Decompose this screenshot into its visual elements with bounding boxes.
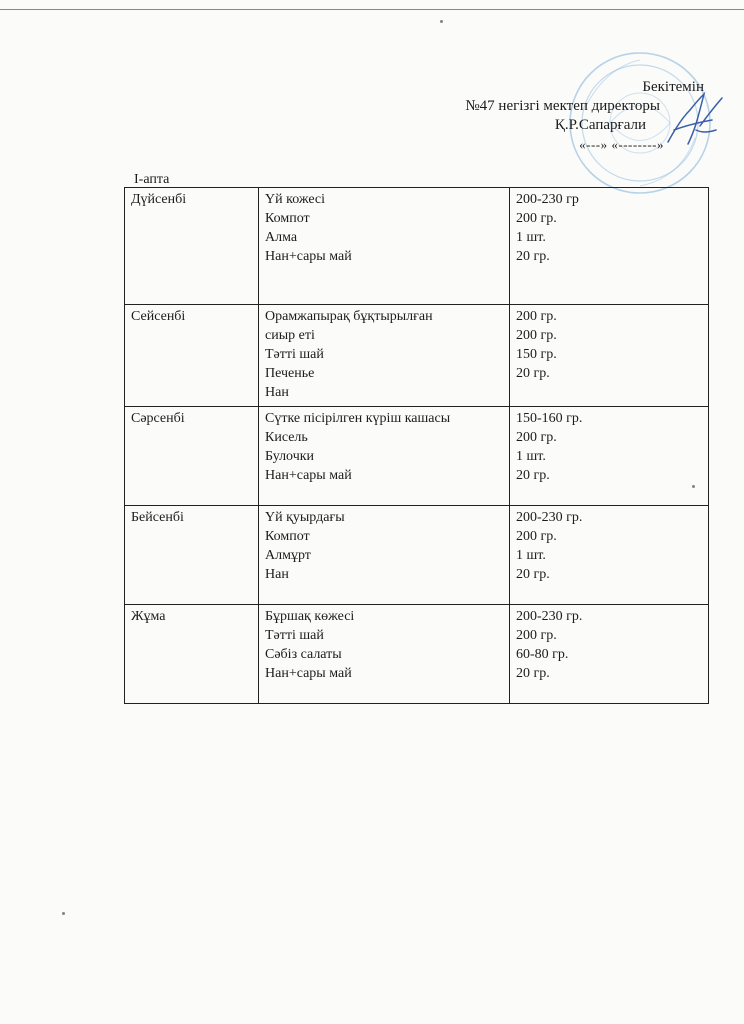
day-cell: Бейсенбі [125, 506, 259, 605]
dish-item: Печенье [265, 366, 315, 381]
approval-block [465, 78, 704, 154]
dish-item: Нан+сары май [265, 249, 352, 264]
amounts-cell [510, 188, 709, 305]
dishes-cell [259, 506, 510, 605]
dish-item: Нан [265, 385, 289, 400]
dishes-cell [259, 605, 510, 704]
amount-item: 200-230 гр [516, 192, 579, 207]
table-row [125, 188, 709, 305]
weekly-menu-table [124, 187, 709, 704]
dish-item: Үй қуырдағы [265, 510, 345, 525]
scan-edge-line [0, 9, 744, 10]
table-row [125, 605, 709, 704]
amount-item: 200-230 гр. [516, 609, 583, 624]
amounts-cell [510, 506, 709, 605]
amount-item: 20 гр. [516, 249, 550, 264]
dish-item: Компот [265, 211, 310, 226]
dishes-cell [259, 407, 510, 506]
amount-item: 20 гр. [516, 567, 550, 582]
amount-item: 20 гр. [516, 366, 550, 381]
dish-item: Булочки [265, 449, 315, 464]
dishes-cell [259, 188, 510, 305]
amount-item: 1 шт. [516, 230, 546, 245]
day-cell: Дүйсенбі [125, 188, 259, 305]
amount-item: 200 гр. [516, 328, 557, 343]
dish-item: Сүтке пісірілген күріш кашасы [265, 411, 451, 426]
day-cell: Сейсенбі [125, 305, 259, 407]
dish-item: Орамжапырақ бұқтырылған [265, 309, 433, 324]
amount-item: 200-230 гр. [516, 510, 583, 525]
amount-item: 200 гр. [516, 309, 557, 324]
amount-item: 150-160 гр. [516, 411, 583, 426]
approval-date: «---» «--------» [579, 137, 664, 152]
week-label: I-апта [134, 172, 170, 187]
dish-item: Кисель [265, 430, 308, 445]
dish-item: Үй кожесі [265, 192, 325, 207]
dish-item: Алма [265, 230, 298, 245]
table-row [125, 407, 709, 506]
dish-item: Нан+сары май [265, 666, 352, 681]
scan-speck [440, 20, 443, 23]
amount-item: 1 шт. [516, 449, 546, 464]
amount-item: 20 гр. [516, 666, 550, 681]
dish-item: Тәтті шай [265, 628, 324, 643]
amounts-cell [510, 605, 709, 704]
amount-item: 200 гр. [516, 430, 557, 445]
amount-item: 200 гр. [516, 211, 557, 226]
dish-item: сиыр еті [265, 328, 315, 343]
dish-item: Тәтті шай [265, 347, 324, 362]
dishes-cell [259, 305, 510, 407]
amount-item: 20 гр. [516, 468, 550, 483]
table-row [125, 506, 709, 605]
amount-item: 200 гр. [516, 529, 557, 544]
table-row [125, 305, 709, 407]
dish-item: Сәбіз салаты [265, 647, 342, 662]
day-cell: Жұма [125, 605, 259, 704]
day-cell: Сәрсенбі [125, 407, 259, 506]
amounts-cell [510, 407, 709, 506]
amount-item: 200 гр. [516, 628, 557, 643]
dish-item: Нан [265, 567, 289, 582]
amount-item: 150 гр. [516, 347, 557, 362]
dish-item: Компот [265, 529, 310, 544]
approval-title: Бекітемін [642, 79, 704, 95]
scan-speck [692, 485, 695, 488]
amounts-cell [510, 305, 709, 407]
approval-position: №47 негізгі мектеп директоры [465, 98, 660, 114]
approval-name: Қ.Р.Сапарғали [554, 117, 646, 133]
scan-speck [62, 912, 65, 915]
dish-item: Бұршақ көжесі [265, 609, 355, 624]
dish-item: Алмұрт [265, 548, 311, 563]
amount-item: 60-80 гр. [516, 647, 569, 662]
amount-item: 1 шт. [516, 548, 546, 563]
dish-item: Нан+сары май [265, 468, 352, 483]
